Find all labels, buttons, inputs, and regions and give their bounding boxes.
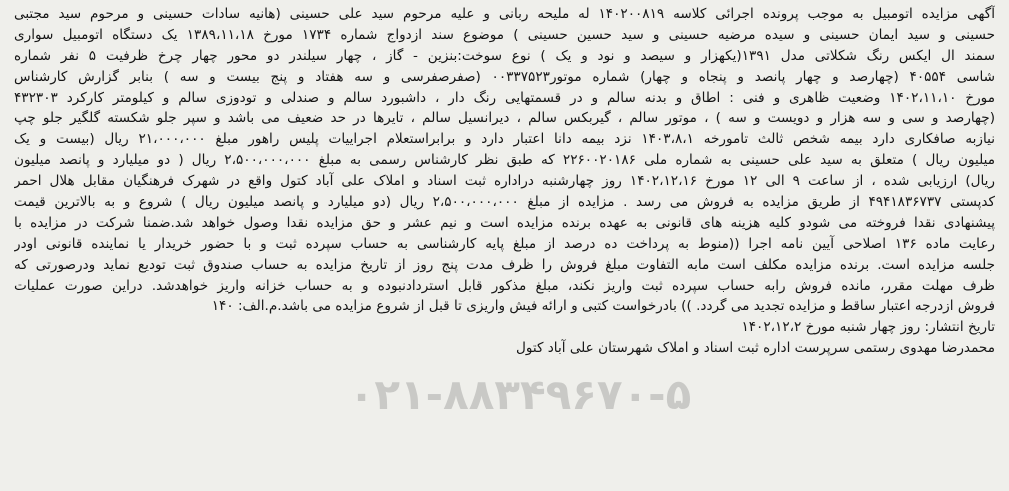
notice-line-7: نیازبه صافکاری دارد بیمه شخص ثالث تامورخه ۱۴۰۳،۸،۱ نزد بیمه دانا اعتبار دارد و برابراستعلام اجراییات پلیس راهور مبلغ ۲۱،۰۰۰،۰۰۰ ریال (بیست و یک (14, 131, 995, 148)
notice-line-14: ظرف مهلت مقرر، مانده فروش رابه حساب سپرده ثبت واریز نکند، مبلغ مذکور قابل استردادنبوده و به حساب خزانه واریز خواهدشد. دراین صورت عملیات (14, 277, 995, 294)
signature-line: محمدرضا مهدوی رستمی سرپرست اداره ثبت اسناد و املاک شهرستان علی آباد کتول (515, 340, 995, 357)
notice-line-12: رعایت ماده ۱۳۶ اصلاحی آیین نامه اجرا ((منوط به پرداخت ده درصد از مبلغ پایه کارشناسی به حساب سپرده ثبت و با حضور خریدار یا نماینده قانونی اودر (14, 235, 995, 252)
notice-line-1: آگهی مزایده اتومبیل به موجب پرونده اجرائی کلاسه ۱۴۰۲۰۰۸۱۹ له ملیحه ربانی و علیه مرحوم سید علی حسینی (هانیه سادات حسینی و مرحوم سید مجتبی (14, 6, 995, 22)
notice-line-13: جلسه مزایده است. برنده مزایده مکلف است مابه التفاوت مبلغ فروش را ظرف مدت پنج روز از تاریخ مزایده به حساب صندوق ثبت تودیع نماید ودرصورتی که (14, 256, 995, 273)
publication-date: تاریخ انتشار: روز چهار شنبه مورخ ۱۴۰۲،۱۲،۲ (741, 319, 995, 336)
phone-watermark: ۰۲۱-۸۸۳۴۹۶۷۰-۵ (348, 370, 692, 419)
notice-line-9: ریال) ارزیابی شده ، از ساعت ۹ الی ۱۲ مورخ ۱۴۰۲،۱۲،۱۶ روز چهارشنبه دراداره ثبت اسناد و املاک علی آباد کتول واقع در شهرک فرهنگیان مقابل هلال احمر (14, 173, 995, 190)
notice-line-10: کدپستی ۴۹۴۱۸۳۶۷۳۷ از طریق مزایده به فروش می رسد . مزایده از مبلغ ۲،۵۰۰،۰۰۰،۰۰۰ ریال (دو میلیارد و پانصد میلیون ریال ) شروع و به بالاترین قیمت (14, 194, 995, 211)
notice-line-4: شاسی ۴۰۵۵۴ (چهارصد و چهار پانصد و پنجاه و چهار) شماره موتور۰۰۳۳۷۵۲۳ (صفرصفرسی و سه هفتاد و پنج بیست و سه ) بنابر گزارش کارشناس (14, 68, 995, 85)
notice-line-11: پیشنهادی نقدا فروخته می شودو کلیه هزینه های قانونی به عهده برنده مزایده است و نیم عشر و حق مزایده نقدا وصول خواهد شد.ضمنا شرکت در مزایده با (14, 214, 995, 231)
notice-line-3: سمند ال ایکس رنگ شکلاتی مدل ۱۳۹۱(یکهزار و سیصد و نود و یک ) نوع سوخت:بنزین - گاز ، چهار سیلندر دو محور چهار چرخ ظرفیت ۵ نفر شماره (14, 47, 995, 64)
notice-line-2: حسینی و سید ایمان حسینی و سیده مرضیه حسینی و سید حسین حسینی ) موضوع سند ازدواج شماره ۱۷۳۴ مورخ ۱۳۸۹،۱۱،۱۸ یک دستگاه اتومبیل سواری (14, 26, 995, 43)
notice-line-8: میلیون ریال ) متعلق به سید علی حسینی به شماره ملی ۲۲۶۰۰۲۰۱۸۶ که طبق نظر کارشناس رسمی به مبلغ ۲،۵۰۰،۰۰۰،۰۰۰ ریال ( دو میلیارد و پانصد میلیون (14, 152, 995, 169)
notice-line-15: فروش ازدرجه اعتبار ساقط و مزایده تجدید می گردد. )) بادرخواست کتبی و ارائه فیش واریزی تا قبل از شروع مزایده می باشد.م.الف: ۱۴۰ (211, 298, 995, 315)
notice-line-5: مورخ ۱۴۰۲،۱۱،۱۰ وضعیت ظاهری و فنی : اطاق و بدنه سالم و در قسمتهایی رنگ دار ، داشبورد سالم و صندلی و تودوزی سالم و کیلومتر کارکرد ۴۳۲۳۰۳ (14, 89, 995, 106)
notice-line-6: (چهارصد و سی و سه هزار و دویست و سه ) ، موتور سالم ، گیربکس سالم ، دیرانسیل سالم ، تایرها در حد ضعیف می باشد و سپر جلو شکسته گلگیر جلو چپ (14, 110, 995, 127)
